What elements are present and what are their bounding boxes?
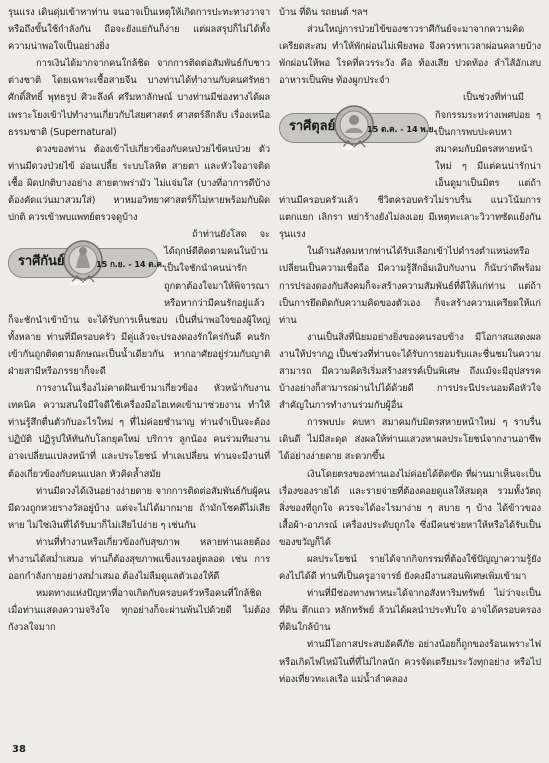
paragraph: บ้าน ที่ดิน รถยนต์ ฯลฯ: [279, 7, 368, 18]
paragraph: ท่านมีดวงได้เงินอย่างง่ายดาย จากการติดต่อสัมพันธ์กับผู้คนมีดวงถูกหวยรางวัลอยู่บ้าง แต่จะไม่ได้มากมาย ถ้ามักโชคดีไม่เสียหาย ไม่ใช่เงินที่ได้รับมาก็ไม่เสียไปง่าย ๆ เช่นกัน: [8, 485, 270, 531]
right-column: [279, 4, 541, 688]
page-number: 38: [12, 744, 26, 755]
paragraph: รุนแรง เดินดุ่มเข้าหาท่าน จนอาจเป็นเหตุให้เกิดการปะทะทางวาจาหรือถึงขั้นใช้กำลังกัน ถือจะยังแย่กันก็ง่าย แต่ผลสรุปก็ไม่ได้ทั้งความน่าพอใจเป็นอย่างยิ่ง: [8, 7, 270, 53]
sign-date: 15 ต.ค. - 14 พ.ย.: [367, 124, 437, 135]
paragraph: ผลประโยชน์ รายได้จากกิจกรรมที่ต้องใช้ปัญญาความรู้ยังคงไปได้ดี ท่านที่เป็นครูอาจารย์ ยังคงมีงานสอนพิเศษเพิ่มเข้ามา: [279, 554, 541, 583]
paragraph: การพบปะ คบหา สมาคมกับมิตรสหายหน้าใหม่ ๆ ราบรื่น เดินดี ไม่มีสะดุด ส่งผลให้ท่านแสวงหาผลประโยชน์จากงานอาชีพได้อย่างง่ายดาย สะดวกขึ้น: [279, 417, 541, 463]
paragraph: ดวงของท่าน ต้องเข้าไปเกี่ยวข้องกับคนป่วยไข้คนป่วย ตัวท่านมีดวงป่วยไข้ อ่อนเปลี้ย ระบบโลหิต สายตา และหัวใจอาจติดเชื้อ ผิดปกติบางอย่าง สายตาพร่ามัว ไม่แจ่มใส (บางที่อาการดีบ้างต้องคัดแว่นมาสวมใส่) หาหมอวิทยาศาสตร์ก็ไม่หายพร้อมกับผิดปกติ ควรเข้าพบแพทย์ตรวจดูบ้าง: [8, 143, 270, 224]
paragraph: เป็นช่วงที่ท่านมีกิจกรรมระหว่างเพศบ่อย ๆ เป็นการพบปะคบหาสมาคมกับมิตรสหายหน้าใหม่ ๆ มีแต่คนน่ารักน่าเอ็นดูมาเป็นมิตร แต่ถ้าท่านมีครอบครัวแล้ว ชีวิตครอบครัวไม่ราบรื่น แนวโน้มการแตกแยก เลิกรา หย่าร้างยังไม่ลงเอย มีเหตุทะเลาะวิวาทซัดแย้งกันรุนแรง: [279, 92, 541, 241]
paragraph: งานเป็นสิ่งที่นิยมอย่างยิ่งของคนรอบข้าง มีโอกาสแสดงผลงานให้ปรากฏ เป็นช่วงที่ท่านจะได้รับการยอมรับและชื่นชมในความสามารถ มีความคิดริเริ่มสร้างสรรค์เป็นพิเศษ ถึงแม้จะมีอุปสรรคบ้างอย่างก็สามารถผ่านไปได้ด้วยดี การประนีประนอมคือหัวใจสำคัญในการทำงานร่วมกับผู้อื่น: [279, 331, 541, 412]
sign-name: ราศีตุลย์: [289, 119, 335, 135]
paragraph: ถ้าท่านยังโสด จะได้ฤกษ์ดีติดตามคนในบ้านเป็นใจชักนำคนน่ารัก ถูกตาต้องใจมาให้พิจารณา หรือหากว่ามีคนรักอยู่แล้วก็จะชักนำเข้าบ้าน จะได้รับการเห็นชอบ เป็นที่น่าพอใจของผู้ใหญ่ทั้งหลาย ท่านที่มีครอบครัว มีคู่แล้วจะปรองดองรักใคร่กันดี คนรักเข้ากันถูกติดตามลักษณะเป็นน้ำเดียวกัน หากอาศัยอยู่ร่วมกับญาติฝ่ายสามีหรือภรรยาก็จะดี: [8, 229, 270, 377]
emblem-text: VIRGO: [70, 281, 88, 288]
paragraph: ในด้านสังคมหากท่านได้รับเลือกเข้าไปดำรงตำแหน่งหรือเปลี่ยนเป็นความเชื่อถือ มีความรู้สึกอิ่มเอิบกับงาน ก็นับว่าดีพร้อม การปรองดองกับสังคมก็จะสร้างความสัมพันธ์ที่ดีให้แก่ท่าน แต่ถ้าเป็นการยึดติดกับความคิดของตัวเอง ก็จะสร้างความเครียดให้แก่ท่าน: [279, 246, 541, 326]
paragraph: ท่านมีโอกาสประสบอัคคีภัย อย่างน้อยก็ถูกของร้อนเพราะไฟ หรือเกิดไฟไหม้ในที่ที่ไม่ไกลนัก ควรจัดเตรียมระวังทุกอย่าง หรือไปท่องเที่ยวทะเลเรือ แม่น้ำลำคลอง: [279, 639, 541, 685]
libra-sign-label: [279, 97, 437, 173]
paragraph: ท่านที่มีช่องทางพาหนะได้จากอสังหาริมทรัพย์ ไม่ว่าจะเป็นที่ดิน ตึกแถว หลักทรัพย์ ล้วนได้ผลนำประทับใจ อาจได้ครอบครองที่ดินใกล้บ้าน: [279, 588, 541, 634]
paragraph: การเงินได้มากจากคนใกล้ชิด จากการติดต่อสัมพันธ์กับชาวต่างชาติ โดยเฉพาะเชื้อสายจีน บางท่านได้ทำงานกับคนศรัทธาศักดิ์สิทธิ์ พุทธรูป ศิวะลึงค์ ศรีมหาลักษณ์ บางท่านมีช่องทางได้ผลเพราะโยงเข้าไปทำงานเกี่ยวกับไสยศาสตร์ ศาสตร์ลึกลับ เรื่องเหนือธรรมชาติ (Supernatural): [8, 58, 270, 138]
emblem-text: LIBRA: [342, 146, 359, 153]
paragraph: การงานในเรื่องไม่คาดฝันเข้ามาเกี่ยวข้อง หัวหน้ากับงานเทคนิค ความสนใจมีใจดีใช้เครื่องมือไฮเทคเข้ามาช่วยงาน ทำให้ท่านรู้สึกตื่นตัวกับอะไรใหม่ ๆ ที่ไม่ค่อยชำนาญ ท่านจำเป็นจะต้องปฏิบัติ ปฏิรูปให้ทันกับโลกยุคใหม่ บริการ ลูกน้อง คนร่วมทีมงานอาจเปลี่ยนแปลงหน้าที่ และประโยชน์ ทำเลเปลี่ยน ท่านจะมีงานที่ต้องเกี่ยวข้องกับคนแปลก หัวคิดล้ำสมัย: [8, 383, 270, 480]
sign-date: 15 ก.ย. - 14 ต.ค.: [96, 259, 165, 270]
virgo-sign-label: [8, 230, 165, 306]
paragraph: หมดทางแห่งปัญหาที่อาจเกิดกับครอบครัวหรือคนที่ใกล้ชิด เมื่อท่านแสดงความจริงใจ ทุกอย่างก็จะผ่านพ้นไปด้วยดี ไม่ต้องกังวลใจมาก: [8, 588, 270, 634]
paragraph: เงินโดยตรงของท่านเองไม่ค่อยได้ติดขัด ที่ผ่านมาเห็นจะเป็นเรื่องของรายได้ และรายจ่ายที่ต้องคอยดูแลให้สมดุล รวมทั้งวัตถุสิ่งของที่ถูกใจ ควรจะได้อะไรมาง่าย ๆ สบาย ๆ บ้าง ได้ข้าวของ เสื้อผ้า-อาภรณ์ เครื่องประดับถูกใจ ซึ่งมีคนช่วยหาให้หรือได้รับเป็นของขวัญก็ได้: [279, 468, 541, 548]
paragraph: ท่านที่ทำงานหรือเกี่ยวข้องกับสุขภาพ หลายท่านเลยต้องทำงานได้สม่ำเสมอ ท่านก็ต้องสุขภาพแข็งแรงอยู่ตลอด เช่น การออกกำลังกายอย่างสม่ำเสมอ ต้องไม่ลืมดูแลตัวเองให้ดี: [8, 536, 270, 583]
left-column: [8, 4, 270, 636]
sign-name: ราศีกันย์: [18, 254, 65, 270]
paragraph: ส่วนใหญ่การป่วยไข้ของชาวราศีกันย์จะมาจากความคิดเครียดสะสม ทำให้พักผ่อนไม่เพียงพอ จึงควรหาเวลาผ่อนคลายบ้าง พักผ่อนให้พอ โรคที่ควรระวัง คือ ท้องเสีย ปวดท้อง ลำไส้อักเสบ อาหารเป็นพิษ ท้องผูกประจำ: [279, 24, 541, 87]
